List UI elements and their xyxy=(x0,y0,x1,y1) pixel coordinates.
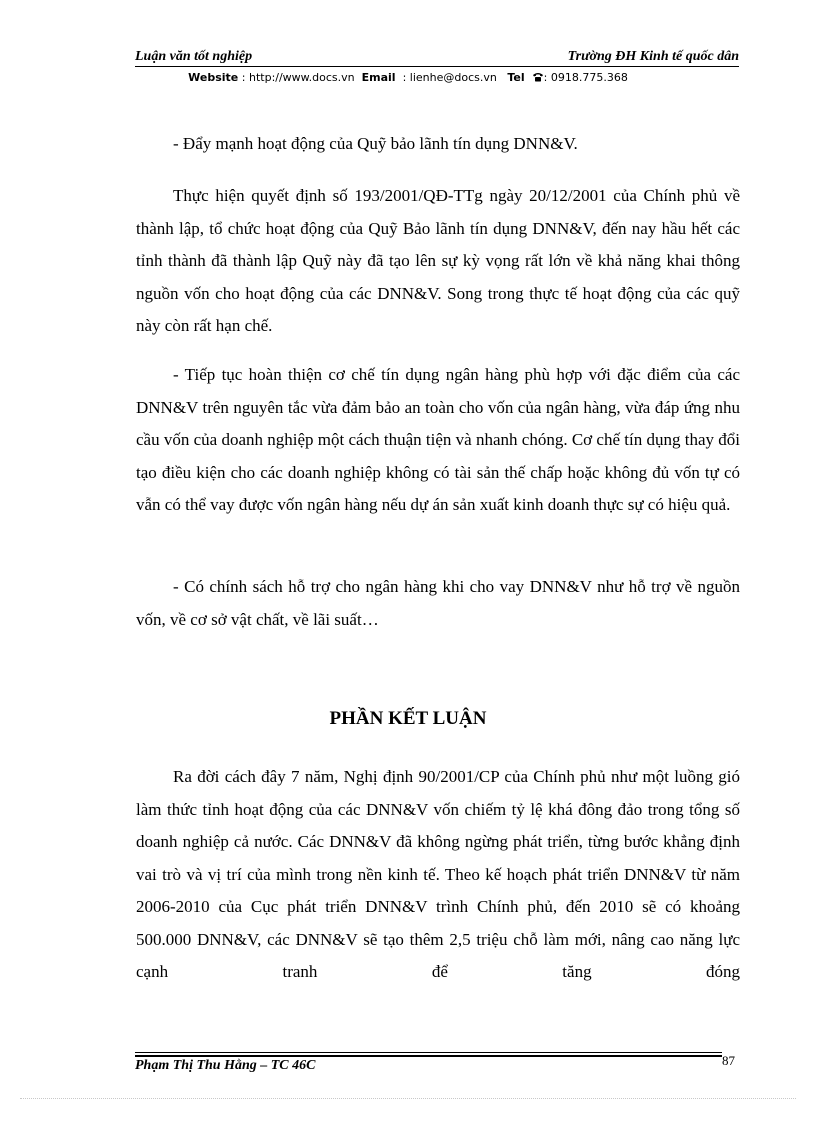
footer-author: Phạm Thị Thu Hằng – TC 46C xyxy=(135,1058,316,1073)
email-link[interactable]: : lienhe@docs.vn xyxy=(402,71,497,84)
tel-value: : 0918.775.368 xyxy=(543,71,628,84)
paragraph-quy-bao-lanh xyxy=(136,128,740,161)
paragraph-quyet-dinh xyxy=(136,180,740,343)
tel-label: Tel xyxy=(507,71,525,84)
paragraph-text: - Tiếp tục hoàn thiện cơ chế tín dụng ngân hàng phù hợp với đặc điểm của các DNN&V trên nguyên tắc vừa đảm bảo an toàn cho vốn của ngân hàng, vừa đáp ứng nhu cầu vốn của doanh nghiệp một cách thuận tiện và nhanh chóng. Cơ chế tín dụng thay đổi tạo điều kiện cho các doanh nghiệp không có tài sản thế chấp hoặc không đủ vốn tự có vẫn có thể vay được vốn ngân hàng nếu dự án sản xuất kinh doanh thực sự có hiệu quả. xyxy=(136,365,740,514)
website-label: Website xyxy=(188,71,239,84)
footer-divider-thick xyxy=(135,1055,722,1057)
phone-icon xyxy=(532,72,544,82)
paragraph-co-che-tin-dung xyxy=(136,359,740,522)
paragraph-conclusion xyxy=(136,761,740,1021)
paragraph-text: - Có chính sách hỗ trợ cho ngân hàng khi cho vay DNN&V như hỗ trợ về nguồn vốn, về cơ sở vật chất, về lãi suất… xyxy=(136,577,740,629)
page-number: 87 xyxy=(722,1053,735,1068)
section-title: PHẦN KẾT LUẬN xyxy=(329,708,487,729)
footer-divider xyxy=(135,1052,722,1053)
paragraph-text: Ra đời cách đây 7 năm, Nghị định 90/2001/CP của Chính phủ như một luồng gió làm thức tỉnh hoạt động của các DNN&V vốn chiếm tỷ lệ khá đông đảo trong tổng số doanh nghiệp cả nước. Các DNN&V đã không ngừng phát triển, từng bước khẳng định vai trò và vị trí của mình trong nền kinh tế. Theo kế hoạch phát triển DNN&V từ năm 2006-2010 của Cục phát triển DNN&V trình Chính phủ, đến 2010 sẽ có khoảng 500.000 DNN&V, các DNN&V sẽ tạo thêm 2,5 triệu chỗ làm mới, nâng cao năng lực cạnh tranh để tăng đóng xyxy=(136,767,740,981)
website-link[interactable]: : http://www.docs.vn xyxy=(241,71,355,84)
paragraph-text: Thực hiện quyết định số 193/2001/QĐ-TTg ngày 20/12/2001 của Chính phủ về thành lập, tổ chức hoạt động của Quỹ Bảo lãnh tín dụng DNN&V, đến nay hầu hết các tỉnh thành đã thành lập Quỹ này đã tạo lên sự kỳ vọng rất lớn về khả năng khai thông nguồn vốn cho hoạt động của các DNN&V. Song trong thực tế hoạt động của các quỹ này còn rất hạn chế. xyxy=(136,186,740,335)
page-bottom-dotted-line xyxy=(20,1098,796,1099)
header-divider xyxy=(135,66,739,67)
header-contact-line xyxy=(0,71,816,84)
paragraph-chinh-sach-ho-tro xyxy=(136,571,740,636)
email-label: Email xyxy=(361,71,396,84)
header-title-right: Trường ĐH Kinh tế quốc dân xyxy=(567,49,739,64)
paragraph-text: - Đẩy mạnh hoạt động của Quỹ bảo lãnh tín dụng DNN&V. xyxy=(173,134,578,153)
header-title-left: Luận văn tốt nghiệp xyxy=(135,49,253,64)
